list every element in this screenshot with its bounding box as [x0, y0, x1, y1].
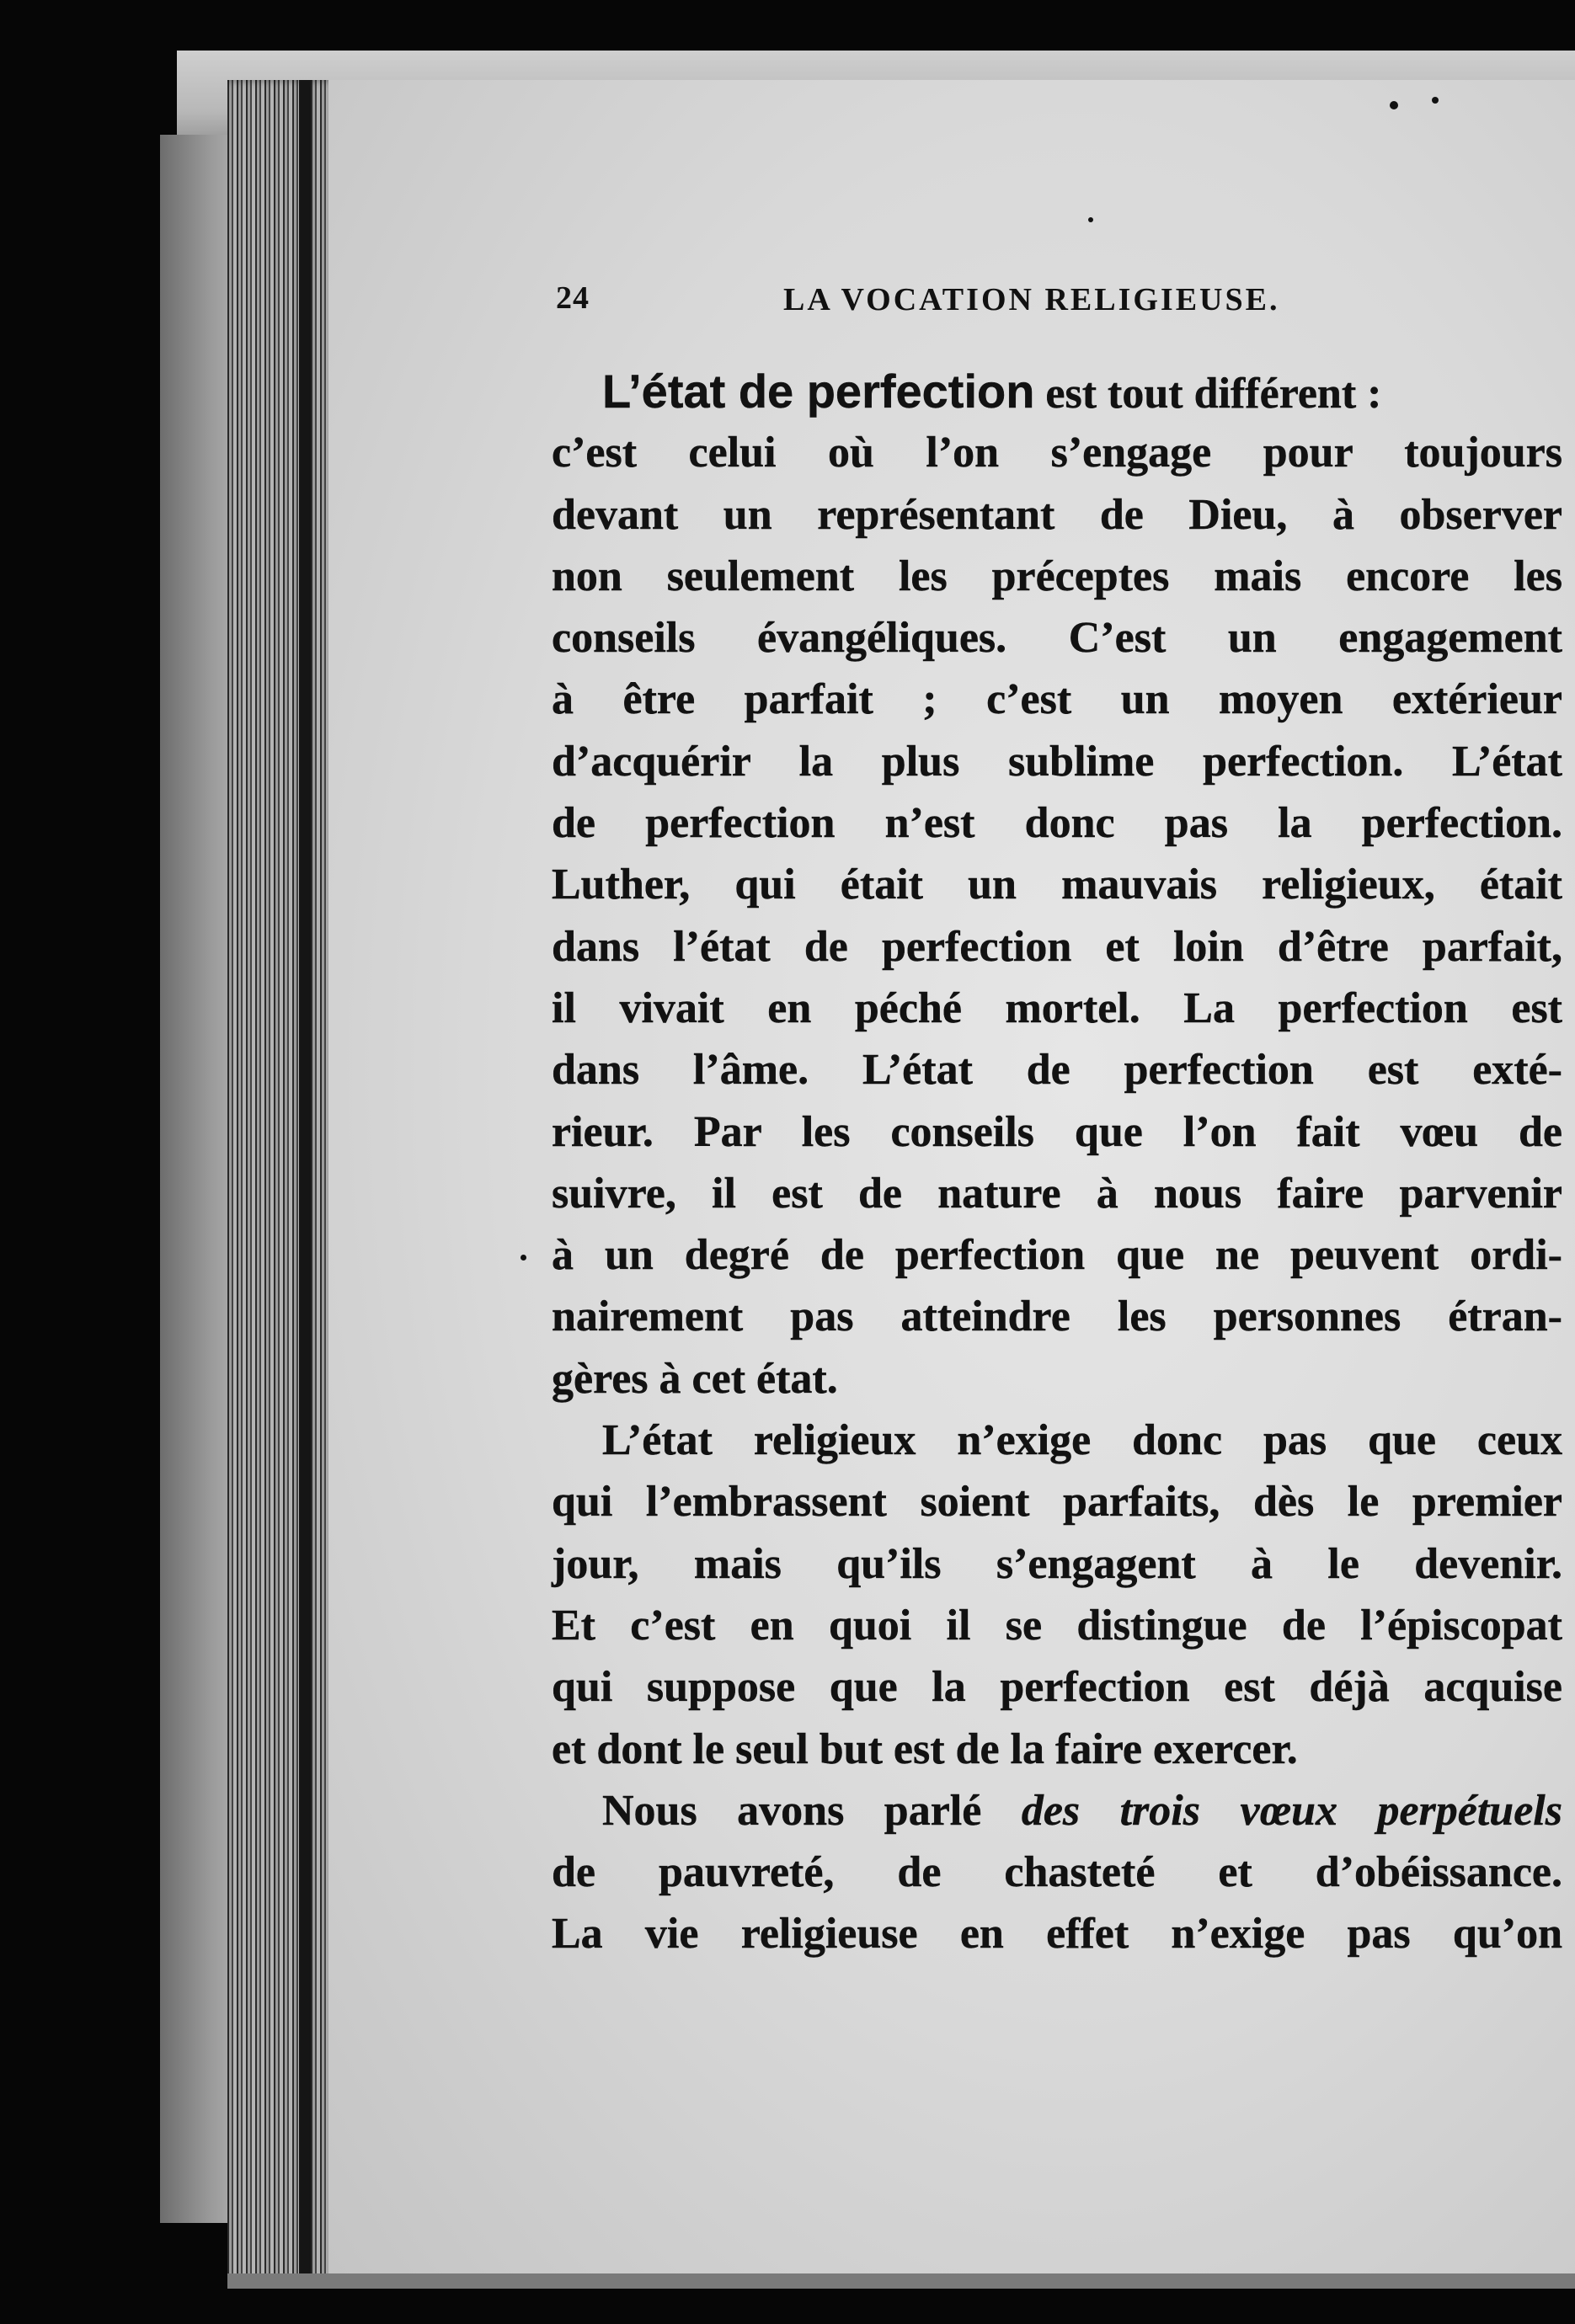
text-line: de perfection n’est donc pas la perfection.	[552, 799, 1562, 848]
ink-speck	[1088, 217, 1093, 222]
ink-speck	[521, 1255, 526, 1261]
text-line: Luther, qui était un mauvais religieux, était	[552, 861, 1562, 909]
paragraph-3	[552, 1780, 1562, 1965]
text-line: d’acquérir la plus sublime perfection. L’état	[552, 737, 1562, 786]
page-bottom-edge	[227, 2273, 1575, 2289]
text-line: jour, mais qu’ils s’engagent à le devenir.	[552, 1539, 1562, 1588]
text-line: conseils évangéliques. C’est un engagement	[552, 614, 1562, 663]
text-line: dans l’âme. L’état de perfection est exté-	[552, 1046, 1562, 1095]
lead-phrase: L’état de perfection	[602, 365, 1035, 418]
running-title: LA VOCATION RELIGIEUSE.	[783, 282, 1280, 317]
page-number: 24	[556, 280, 590, 316]
text-line: devant un représentant de Dieu, à observer	[552, 490, 1562, 539]
text-line: non seulement les préceptes mais encore les	[552, 552, 1562, 600]
text-line: à être parfait ; c’est un moyen extérieur	[552, 675, 1562, 724]
text-line: suivre, il est de nature à nous faire parvenir	[552, 1169, 1562, 1218]
text-line: et dont le seul but est de la faire exercer.	[552, 1724, 1298, 1773]
text-line: c’est celui où l’on s’engage pour toujours	[552, 429, 1562, 477]
page-header	[556, 280, 1567, 330]
text-line	[552, 1780, 1562, 1842]
paragraph-2	[552, 1410, 1562, 1780]
text-line: il vivait en péché mortel. La perfection est	[552, 983, 1562, 1032]
page-edges	[227, 80, 337, 2286]
ink-speck	[1390, 101, 1398, 109]
paragraph-1	[552, 360, 1562, 1410]
text-line: qui l’embrassent soient parfaits, dès le premier	[552, 1478, 1562, 1527]
text-line: La vie religieuse en effet n’exige pas qu’on	[552, 1910, 1562, 1959]
text-line: L’état religieux n’exige donc pas que ceux	[602, 1416, 1562, 1465]
text-span: Nous avons parlé	[602, 1786, 1022, 1835]
text-line: nairement pas atteindre les personnes étran-	[552, 1293, 1562, 1341]
text-line: Et c’est en quoi il se distingue de l’épiscopat	[552, 1601, 1562, 1650]
text-line: à un degré de perfection que ne peuvent ordi-	[552, 1231, 1562, 1280]
text-line: rieur. Par les conseils que l’on fait vœu de	[552, 1107, 1562, 1156]
text-line	[552, 360, 1562, 422]
ink-speck	[1432, 97, 1439, 104]
text-line: gères à cet état.	[552, 1354, 838, 1403]
text-span: est tout différent :	[1034, 370, 1382, 418]
text-line: de pauvreté, de chasteté et d’obéissance.	[552, 1848, 1562, 1897]
text-line: qui suppose que la perfection est déjà acquise	[552, 1663, 1562, 1712]
binding-shadow	[299, 80, 311, 2286]
italic-phrase: des trois vœux perpétuels	[1021, 1786, 1562, 1835]
text-line: dans l’état de perfection et loin d’être parfait,	[552, 922, 1562, 971]
body-text	[552, 360, 1562, 1965]
